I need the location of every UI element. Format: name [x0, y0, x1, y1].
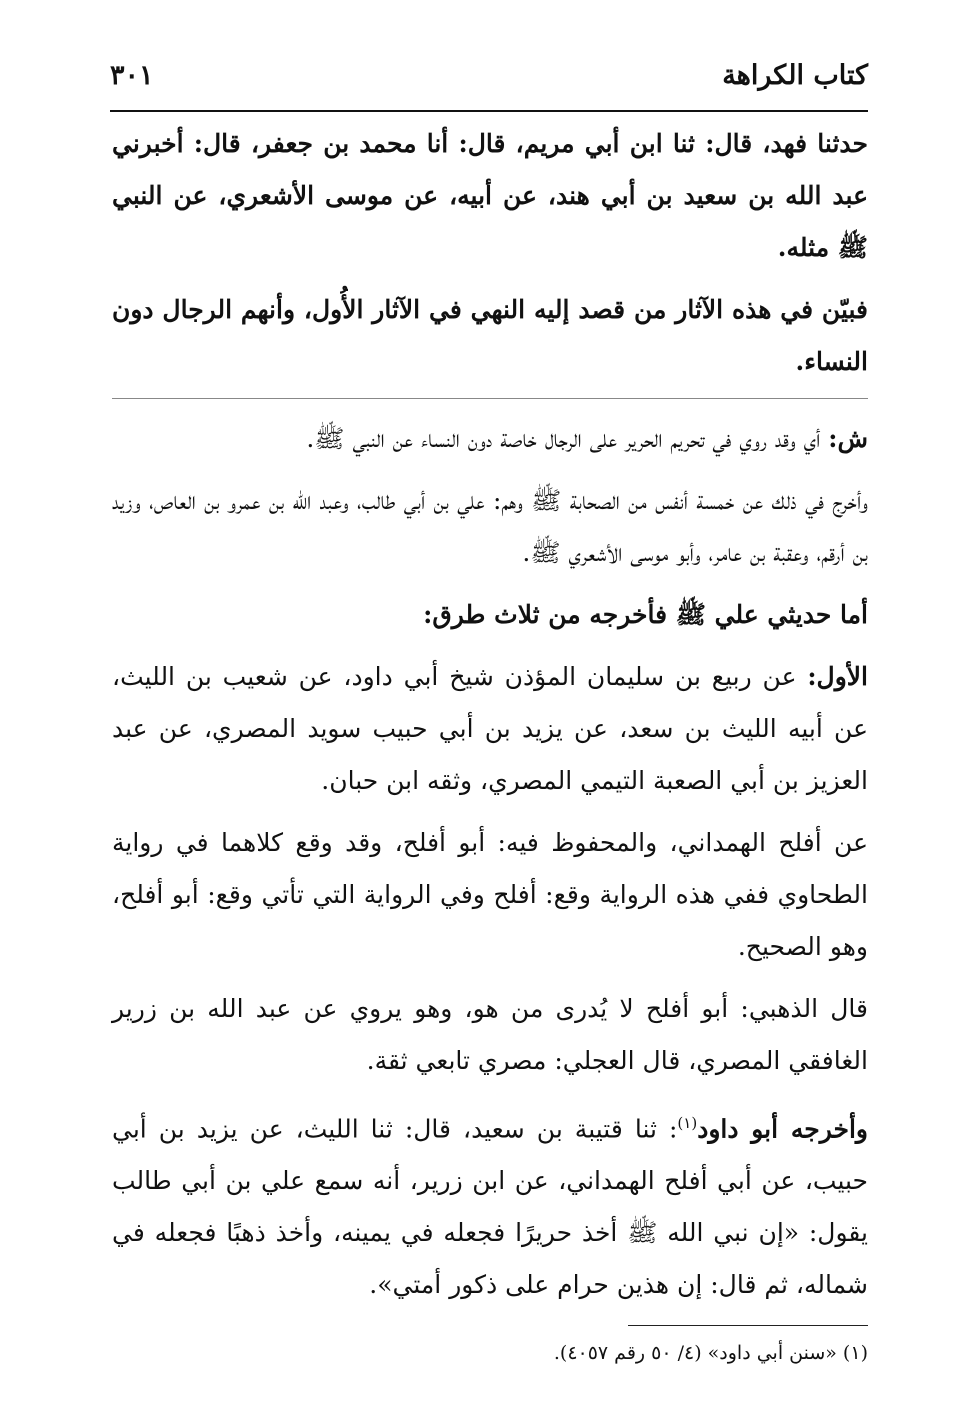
paragraph-first-path	[112, 651, 868, 807]
page-number: ٣٠١	[110, 60, 154, 91]
commentary-text: أي وقد روي في تحريم الحرير على الرجال خاصة دون النساء عن النبي ﷺ.	[306, 424, 829, 453]
paragraph-commentary	[112, 413, 868, 465]
section-heading: أما حديثي علي ﷺ فأخرجه من ثلاث طرق:	[423, 600, 868, 629]
footnote: (١) «سنن أبي داود» (٤/ ٥٠ رقم ٤٠٥٧).	[553, 1342, 868, 1365]
page-header	[110, 58, 868, 112]
paragraph-dhahabi: قال الذهبي: أبو أفلح لا يُدرى من هو، وهو يروي عن عبد الله بن زرير الغافقي المصري، قال العجلي: مصري تابعي ثقة.	[112, 994, 868, 1075]
first-path-marker: الأول:	[807, 662, 868, 691]
footnote-reference: (١)	[677, 1114, 698, 1132]
abu-dawud-text: : ثنا قتيبة بن سعيد، قال: ثنا الليث، عن يزيد بن أبي حبيب، عن أبي أفلح الهمداني، عن ابن زرير، أنه سمع علي بن أبي طالب يقول: «إن نبي الله ﷺ أخذ حريرًا فجعله في يمينه، وأخذ ذهبًا فجعله في شماله، ثم قال: إن هذين حرام على ذكور أمتي».	[112, 1114, 868, 1300]
commentary-marker: ش:	[828, 424, 868, 453]
paragraph-abu-dawud	[112, 1097, 868, 1311]
paragraph-aflah: عن أفلح الهمداني، والمحفوظ فيه: أبو أفلح، وقد وقع كلاهما في رواية الطحاوي ففي هذه الرواية وقع: أفلح وفي الرواية التي تأتي وقع: أبو أفلح، وهو الصحيح.	[112, 828, 868, 961]
first-path-text: عن ربيع بن سليمان المؤذن شيخ أبي داود، عن شعيب بن الليث، عن أبيه الليث بن سعد، عن يزيد بن أبي حبيب سويد المصري، عن عبد العزيز بن أبي الصعبة التيمي المصري، وثقه ابن حبان.	[112, 662, 868, 795]
header-rule	[110, 110, 868, 112]
abu-dawud-marker: وأخرجه أبو داود	[697, 1114, 868, 1144]
footnote-rule	[628, 1325, 868, 1326]
paragraph-companions: وأخرج في ذلك عن خمسة أنفس من الصحابة ﷺ وهم: علي بن أبي طالب، وعبد الله بن عمرو بن العاص، وزيد بن أرقم، وعقبة بن عامر، وأبو موسى الأشعري ﷺ.	[112, 486, 868, 567]
section-divider	[112, 398, 868, 399]
book-title: كتاب الكراهة	[722, 60, 868, 91]
page-body	[112, 118, 868, 1370]
paragraph-hadith-text: حدثنا فهد، قال: ثنا ابن أبي مريم، قال: أنا محمد بن جعفر، قال: أخبرني عبد الله بن سعيد بن أبي هند، عن أبيه، عن موسى الأشعري، عن النبي ﷺ مثله.	[112, 129, 868, 262]
paragraph-conclusion: فبيّن في هذه الآثار من قصد إليه النهي في الآثار الأُول، وأنهم الرجال دون النساء.	[112, 295, 868, 376]
